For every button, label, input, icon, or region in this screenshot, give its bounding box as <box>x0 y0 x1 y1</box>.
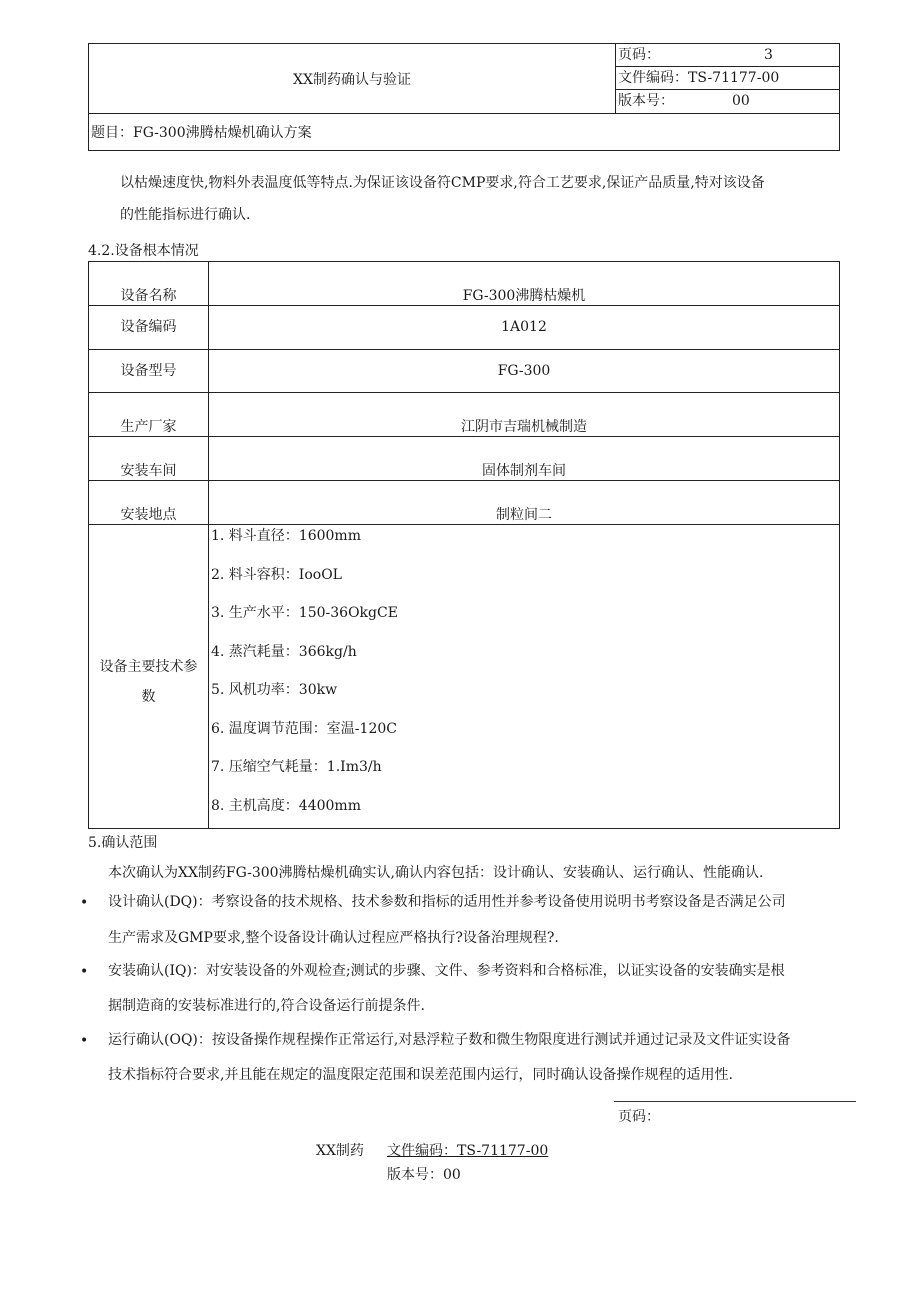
table-row <box>89 306 839 350</box>
params-list <box>209 517 839 820</box>
page-number: 3 <box>764 47 773 63</box>
row-value: FG-300 <box>497 363 551 379</box>
params-label <box>89 525 209 828</box>
bullet-oq-line-2: 技术指标符合要求,并且能在规定的温度限定范围和误差范围内运行，同时确认设备操作规程的适用性. <box>108 1067 733 1083</box>
version-number: 00 <box>732 93 750 109</box>
bullet-iq-line-2: 据制造商的安装标准进行的,符合设备运行前提条件. <box>108 998 425 1014</box>
intro-line-2: 的性能指标进行确认. <box>120 207 251 223</box>
company-title: XX制药确认与验证 <box>293 71 411 88</box>
footer-company: XX制药 <box>316 1143 364 1159</box>
bullet-iq-line-1: 安装确认(IQ)：对安装设备的外观检查;测试的步骤、文件、参考资料和合格标准，以证实设备的安装确实是根 <box>108 963 785 979</box>
param-item: 1. 料斗直径：1600mm <box>211 528 361 544</box>
doc-number-cell <box>616 67 839 90</box>
doc-number-label: 文件编码： <box>618 70 688 86</box>
version-label: 版本号： <box>618 93 674 109</box>
params-label-line-1: 设备主要技术参 <box>99 659 198 675</box>
row-label: 安装车间 <box>89 437 209 480</box>
param-item: 8. 主机高度：4400mm <box>211 797 361 814</box>
bullet-dot: • <box>80 1033 89 1049</box>
bullet-oq-line-1: 运行确认(OQ)：按设备操作规程操作正常运行,对悬浮粒子数和微生物限度进行测试并通过记录及文件证实设备 <box>108 1032 791 1048</box>
intro-line-1: 以枯燥速度快,物料外表温度低等特点.为保证该设备符CMP要求,符合工艺要求,保证产品质量,特对该设备 <box>120 175 765 191</box>
bullet-dot: • <box>80 964 89 980</box>
param-item: 5. 风机功率：30kw <box>211 682 338 698</box>
row-label: 生产厂家 <box>89 393 209 436</box>
row-value: 1A012 <box>501 319 547 335</box>
page-number-cell <box>616 44 839 67</box>
document-subject: 题目：FG-300沸腾枯燥机确认方案 <box>91 125 312 141</box>
table-row <box>89 262 839 306</box>
bullet-dq-line-1: 设计确认(DQ)：考察设备的技术规格、技术参数和指标的适用性并参考设备使用说明书考察设备是否满足公司 <box>108 894 786 910</box>
table-row <box>89 437 839 481</box>
bullet-dq-line-2: 生产需求及GMP要求,整个设备设计确认过程应严格执行?设备治理规程?. <box>108 930 559 946</box>
footer-version: 版本号：00 <box>387 1167 461 1183</box>
footer-separator <box>614 1101 856 1102</box>
company-title-cell <box>89 44 616 114</box>
section-4-2-heading: 4.2.设备根本情况 <box>88 243 199 259</box>
row-value: FG-300沸腾枯燥机 <box>462 288 586 304</box>
footer-page-label: 页码： <box>618 1109 660 1125</box>
document-header <box>88 43 840 151</box>
row-value: 固体制剂车间 <box>482 463 566 479</box>
equipment-table <box>88 261 840 829</box>
param-item: 2. 料斗容积：IooOL <box>211 566 342 583</box>
row-label: 设备名称 <box>89 262 209 305</box>
row-value: 制粒间二 <box>496 507 552 523</box>
page-label: 页码： <box>618 47 660 63</box>
row-label: 安装地点 <box>89 481 209 524</box>
table-row <box>89 350 839 393</box>
param-item: 6. 温度调节范围：室温-120C <box>211 720 397 737</box>
bullet-dot: • <box>80 895 89 911</box>
row-value: 江阴市吉瑞机械制造 <box>461 419 587 435</box>
table-row-params <box>89 525 839 828</box>
table-row <box>89 393 839 437</box>
section-5-intro: 本次确认为XX制药FG-300沸腾枯燥机确实认,确认内容包括：设计确认、安装确认、运行确认、性能确认. <box>108 865 764 881</box>
params-label-line-2: 数 <box>141 689 156 705</box>
doc-number: TS-71177-00 <box>688 70 780 86</box>
row-label: 设备型号 <box>89 350 209 392</box>
version-cell <box>616 90 839 114</box>
param-item: 7. 压缩空气耗量：1.Im3/h <box>211 759 382 775</box>
footer-doc-number: 文件编码：TS-71177-00 <box>387 1143 549 1159</box>
section-5-heading: 5.确认范围 <box>88 835 158 851</box>
param-item: 3. 生产水平：150-36OkgCE <box>211 605 398 621</box>
param-item: 4. 蒸汽耗量：366kg/h <box>211 643 357 660</box>
row-label: 设备编码 <box>89 306 209 349</box>
